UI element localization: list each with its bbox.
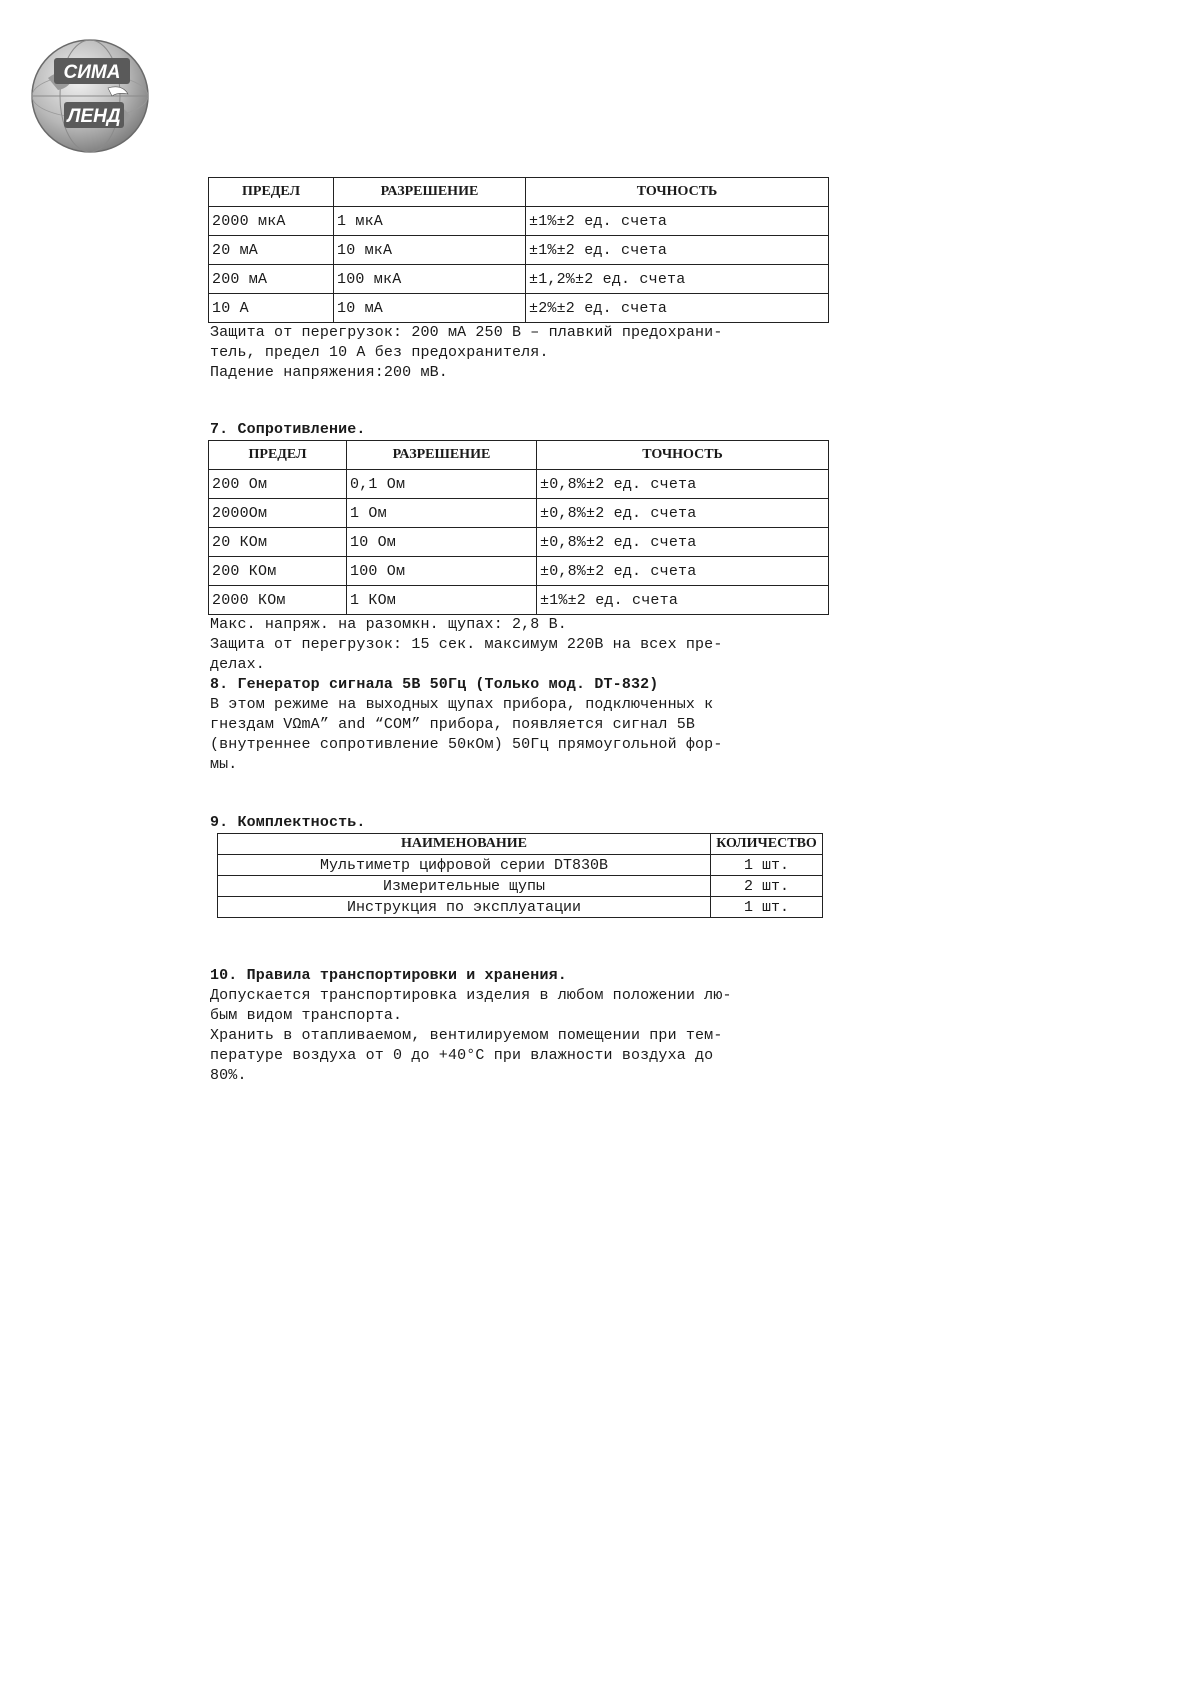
table-row [209, 236, 829, 265]
table-cell: 10 мкА [334, 236, 526, 265]
storage-text-line: 80%. [210, 1067, 247, 1084]
table-cell: 1 Ом [347, 499, 537, 528]
table-cell: 10 мА [334, 294, 526, 323]
content-column [208, 177, 828, 1086]
current-note-line: Защита от перегрузок: 200 мА 250 В – плавкий предохрани- [210, 324, 723, 341]
table-cell: 20 мА [209, 236, 334, 265]
table-header-row [209, 441, 829, 470]
table-row [209, 586, 829, 615]
table-cell: Мультиметр цифровой серии DT830B [218, 855, 711, 876]
column-header: ТОЧНОСТЬ [526, 178, 829, 207]
column-header: ПРЕДЕЛ [209, 441, 347, 470]
storage-text-line: Допускается транспортировка изделия в любом положении лю- [210, 987, 732, 1004]
table-row [209, 207, 829, 236]
table-cell: ±1%±2 ед. счета [526, 207, 829, 236]
column-header: РАЗРЕШЕНИЕ [334, 178, 526, 207]
company-logo [30, 38, 150, 154]
generator-text-line: (внутреннее сопротивление 50кОм) 50Гц прямоугольной фор- [210, 736, 723, 753]
table-cell: ±0,8%±2 ед. счета [537, 470, 829, 499]
table-row [218, 876, 823, 897]
table-cell: ±1%±2 ед. счета [537, 586, 829, 615]
table-cell: ±0,8%±2 ед. счета [537, 528, 829, 557]
generator-text-line: гнездам VΩmA” and “COM” прибора, появляется сигнал 5В [210, 716, 696, 733]
table-row [209, 470, 829, 499]
section-8-heading: 8. Генератор сигнала 5В 50Гц (Только мод. DT-832) [210, 676, 659, 693]
table-cell: 1 шт. [711, 897, 823, 918]
current-note-line: Падение напряжения:200 мВ. [210, 364, 448, 381]
table-cell: ±1,2%±2 ед. счета [526, 265, 829, 294]
table-cell: 100 Ом [347, 557, 537, 586]
table-cell: 20 КОм [209, 528, 347, 557]
column-header: КОЛИЧЕСТВО [711, 834, 823, 855]
storage-text-line: Хранить в отапливаемом, вентилируемом помещении при тем- [210, 1027, 723, 1044]
table-header-row [218, 834, 823, 855]
table-row [209, 294, 829, 323]
resistance-note-line: делах. [210, 656, 265, 673]
table-cell: 10 Ом [347, 528, 537, 557]
resistance-table [208, 440, 829, 615]
table-row [209, 557, 829, 586]
table-cell: 2 шт. [711, 876, 823, 897]
table-cell: 200 мА [209, 265, 334, 294]
table-cell: 200 Ом [209, 470, 347, 499]
column-header: НАИМЕНОВАНИЕ [218, 834, 711, 855]
table-header-row [209, 178, 829, 207]
resistance-note-line: Защита от перегрузок: 15 сек. максимум 220В на всех пре- [210, 636, 723, 653]
section-7-heading: 7. Сопротивление. [210, 421, 366, 438]
svg-text:СИМА: СИМА [63, 62, 121, 83]
table-cell: Измерительные щупы [218, 876, 711, 897]
storage-text-line: бым видом транспорта. [210, 1007, 403, 1024]
storage-text-line: пературе воздуха от 0 до +40°C при влажности воздуха до [210, 1047, 714, 1064]
current-range-table [208, 177, 829, 323]
section-9-heading: 9. Комплектность. [210, 814, 366, 831]
table-cell: 10 А [209, 294, 334, 323]
section-10-heading: 10. Правила транспортировки и хранения. [210, 967, 567, 984]
table-cell: 200 КОм [209, 557, 347, 586]
table-cell: ±1%±2 ед. счета [526, 236, 829, 265]
table-cell: ±0,8%±2 ед. счета [537, 499, 829, 528]
table-cell: ±2%±2 ед. счета [526, 294, 829, 323]
table-cell: 2000 мкА [209, 207, 334, 236]
table-row [209, 265, 829, 294]
generator-text-line: мы. [210, 756, 238, 773]
table-cell: 2000Ом [209, 499, 347, 528]
table-cell: 1 КОм [347, 586, 537, 615]
table-cell: 0,1 Ом [347, 470, 537, 499]
current-note-line: тель, предел 10 А без предохранителя. [210, 344, 549, 361]
column-header: РАЗРЕШЕНИЕ [347, 441, 537, 470]
table-row [209, 499, 829, 528]
column-header: ТОЧНОСТЬ [537, 441, 829, 470]
table-cell: 1 шт. [711, 855, 823, 876]
table-cell: 2000 КОм [209, 586, 347, 615]
column-header: ПРЕДЕЛ [209, 178, 334, 207]
table-cell: 1 мкА [334, 207, 526, 236]
table-row [209, 528, 829, 557]
table-row [218, 897, 823, 918]
table-cell: Инструкция по эксплуатации [218, 897, 711, 918]
table-cell: ±0,8%±2 ед. счета [537, 557, 829, 586]
table-cell: 100 мкА [334, 265, 526, 294]
resistance-note-line: Макс. напряж. на разомкн. щупах: 2,8 В. [210, 616, 567, 633]
svg-text:ЛЕНД: ЛЕНД [67, 106, 121, 127]
generator-text-line: В этом режиме на выходных щупах прибора, подключенных к [210, 696, 714, 713]
kit-table [217, 833, 823, 918]
table-row [218, 855, 823, 876]
